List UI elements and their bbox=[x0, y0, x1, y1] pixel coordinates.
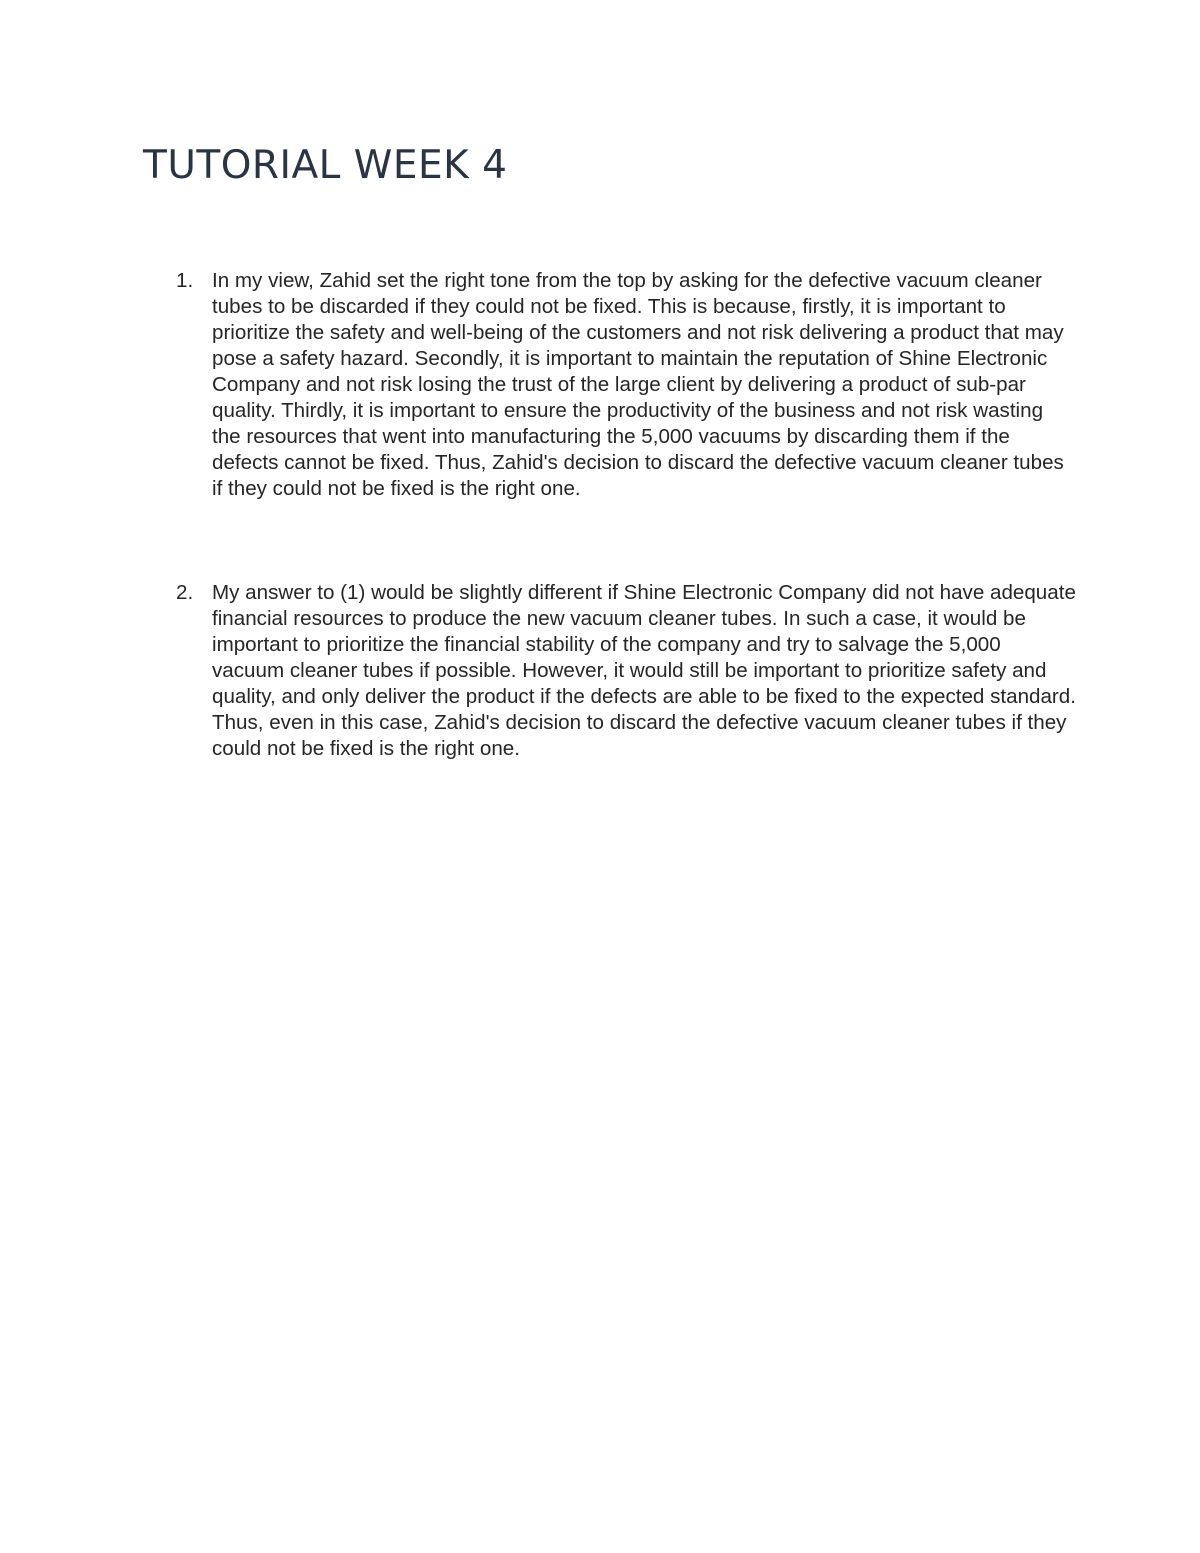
answer-text: My answer to (1) would be slightly different if Shine Electronic Company did not have adequate financial resources to produce the new vacuum cleaner tubes. In such a case, it would be important to prioritize the financial stability of the company and try to salvage the 5,000 vacuum cleaner tubes if possible. However, it would still be important to prioritize safety and quality, and only deliver the product if the defects are able to be fixed to the expected standard. Thus, even in this case, Zahid's decision to discard the defective vacuum cleaner tubes if they could not be fixed is the right one. bbox=[212, 581, 1076, 760]
answer-number: 1. bbox=[176, 269, 194, 292]
document-title: TUTORIAL WEEK 4 bbox=[143, 143, 508, 188]
answer-number: 2. bbox=[176, 581, 194, 604]
answer-item-2 bbox=[176, 580, 1076, 762]
answer-list bbox=[176, 268, 1076, 762]
answer-text: In my view, Zahid set the right tone from the top by asking for the defective vacuum cleaner tubes to be discarded if they could not be fixed. This is because, firstly, it is important to prioritize the safety and well-being of the customers and not risk delivering a product that may pose a safety hazard. Secondly, it is important to maintain the reputation of Shine Electronic Company and not risk losing the trust of the large client by delivering a product of sub-par quality. Thirdly, it is important to ensure the productivity of the business and not risk wasting the resources that went into manufacturing the 5,000 vacuums by discarding them if the defects cannot be fixed. Thus, Zahid's decision to discard the defective vacuum cleaner tubes if they could not be fixed is the right one. bbox=[212, 269, 1064, 500]
answer-item-1 bbox=[176, 268, 1076, 502]
